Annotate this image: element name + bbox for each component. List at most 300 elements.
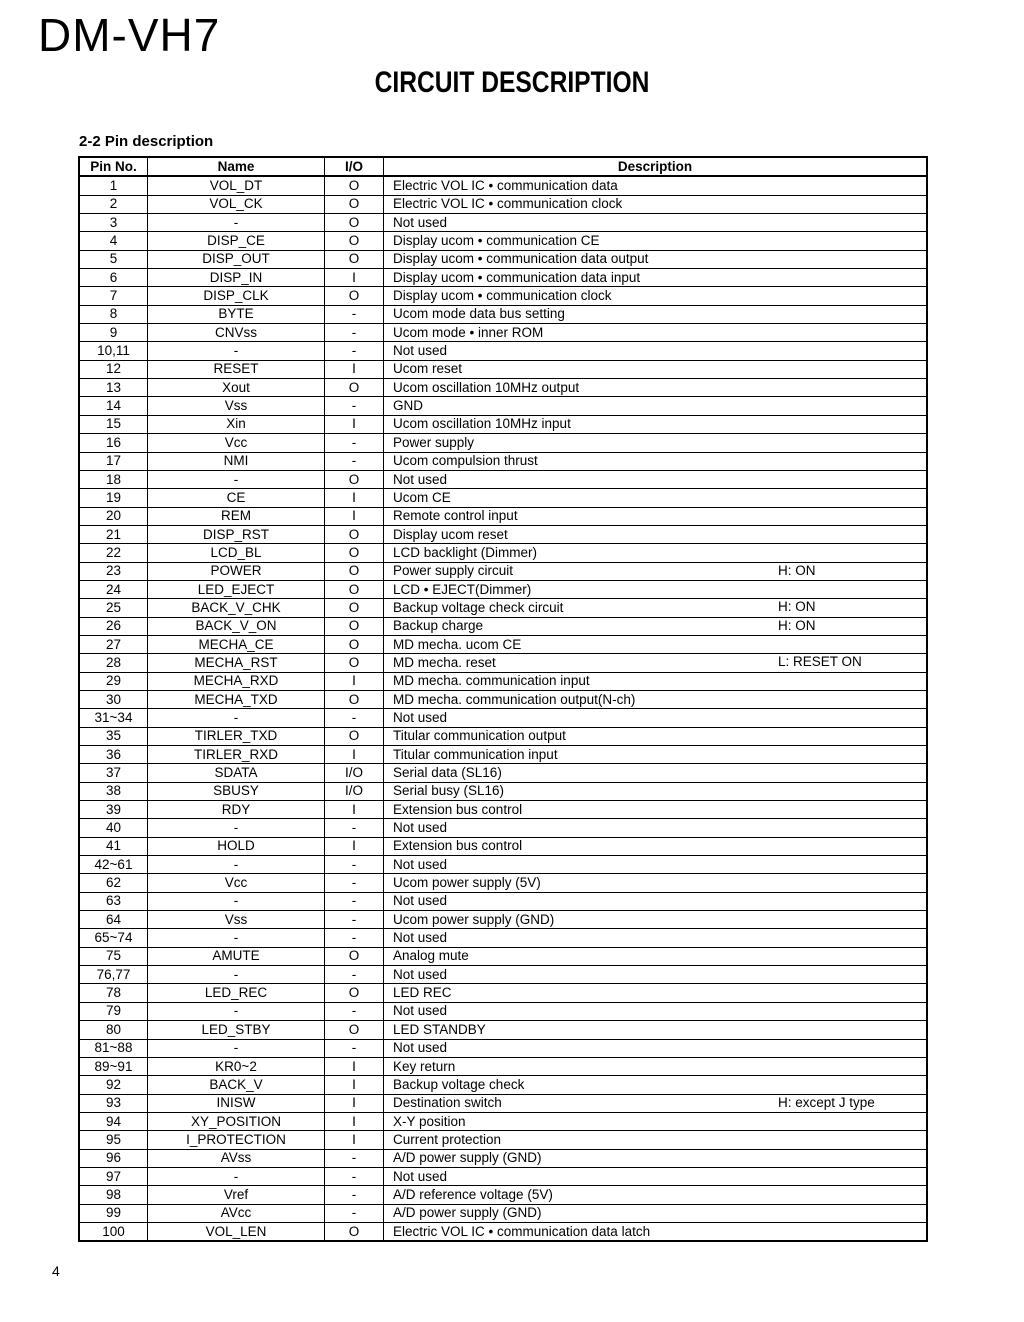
name-cell: BACK_V <box>148 1076 325 1094</box>
description-cell <box>384 856 928 874</box>
name-cell: DISP_CLK <box>148 287 325 305</box>
description-text: LCD • EJECT(Dimmer) <box>393 581 532 597</box>
pin-cell: 21 <box>79 525 148 543</box>
description-text: MD mecha. reset <box>393 654 496 670</box>
name-cell: - <box>148 1039 325 1057</box>
header-io: I/O <box>325 157 384 176</box>
io-cell: - <box>325 892 384 910</box>
io-cell: - <box>325 397 384 415</box>
pin-cell: 76,77 <box>79 966 148 984</box>
name-cell: SDATA <box>148 764 325 782</box>
description-text: Analog mute <box>393 948 469 964</box>
description-cell <box>384 617 928 635</box>
table-row <box>79 176 927 195</box>
table-row <box>79 324 927 342</box>
table-row <box>79 746 927 764</box>
name-cell: - <box>148 856 325 874</box>
pin-cell: 10,11 <box>79 342 148 360</box>
pin-cell: 40 <box>79 819 148 837</box>
description-cell <box>384 690 928 708</box>
name-cell: DISP_RST <box>148 525 325 543</box>
description-cell <box>384 360 928 378</box>
description-text: Ucom oscillation 10MHz output <box>393 379 580 395</box>
description-text: A/D power supply (GND) <box>393 1150 542 1166</box>
table-row <box>79 874 927 892</box>
description-text: Electric VOL IC • communication clock <box>393 196 623 212</box>
name-cell: BACK_V_ON <box>148 617 325 635</box>
description-text: LCD backlight (Dimmer) <box>393 544 538 560</box>
io-cell: - <box>325 819 384 837</box>
description-text: Serial data (SL16) <box>393 765 502 781</box>
description-cell <box>384 1112 928 1130</box>
description-text: Ucom power supply (5V) <box>393 875 541 891</box>
io-cell: I <box>325 801 384 819</box>
pin-cell: 100 <box>79 1222 148 1241</box>
header-pin-no: Pin No. <box>79 157 148 176</box>
pin-cell: 28 <box>79 654 148 672</box>
io-cell: O <box>325 379 384 397</box>
description-cell <box>384 342 928 360</box>
io-cell: I <box>325 1076 384 1094</box>
description-text: Ucom mode data bus setting <box>393 306 565 322</box>
table-row <box>79 379 927 397</box>
pin-cell: 6 <box>79 269 148 287</box>
description-cell <box>384 1149 928 1167</box>
pin-cell: 16 <box>79 434 148 452</box>
description-text: Extension bus control <box>393 801 523 817</box>
io-cell: O <box>325 232 384 250</box>
name-cell: - <box>148 342 325 360</box>
description-cell <box>384 562 928 580</box>
table-row <box>79 544 927 562</box>
description-cell <box>384 544 928 562</box>
description-cell <box>384 819 928 837</box>
description-cell <box>384 1131 928 1149</box>
pin-cell: 19 <box>79 489 148 507</box>
pin-cell: 9 <box>79 324 148 342</box>
io-cell: O <box>325 195 384 213</box>
table-row <box>79 966 927 984</box>
table-row <box>79 690 927 708</box>
pin-cell: 29 <box>79 672 148 690</box>
description-text: Electric VOL IC • communication data latch <box>393 1223 651 1239</box>
table-row <box>79 214 927 232</box>
io-cell: - <box>325 966 384 984</box>
description-text: Not used <box>393 343 448 359</box>
description-note: H: except J type <box>778 1094 875 1110</box>
table-row <box>79 617 927 635</box>
io-cell: - <box>325 856 384 874</box>
io-cell: - <box>325 929 384 947</box>
description-cell <box>384 305 928 323</box>
table-row <box>79 1222 927 1241</box>
io-cell: I <box>325 1057 384 1075</box>
name-cell: VOL_DT <box>148 176 325 195</box>
description-cell <box>384 984 928 1002</box>
description-cell <box>384 782 928 800</box>
pin-cell: 78 <box>79 984 148 1002</box>
page-title: CIRCUIT DESCRIPTION <box>374 66 650 99</box>
pin-description-table <box>78 156 928 1242</box>
description-cell <box>384 1186 928 1204</box>
description-text: Titular communication output <box>393 728 566 744</box>
io-cell: I <box>325 360 384 378</box>
description-text: Not used <box>393 966 448 982</box>
pin-cell: 63 <box>79 892 148 910</box>
table-row <box>79 782 927 800</box>
pin-cell: 97 <box>79 1167 148 1185</box>
description-cell <box>384 397 928 415</box>
description-cell <box>384 452 928 470</box>
io-cell: O <box>325 727 384 745</box>
table-row <box>79 892 927 910</box>
name-cell: LCD_BL <box>148 544 325 562</box>
io-cell: - <box>325 1186 384 1204</box>
io-cell: - <box>325 911 384 929</box>
name-cell: I_PROTECTION <box>148 1131 325 1149</box>
table-row <box>79 1094 927 1112</box>
description-cell <box>384 1002 928 1020</box>
description-cell <box>384 672 928 690</box>
name-cell: Vss <box>148 397 325 415</box>
pin-cell: 89~91 <box>79 1057 148 1075</box>
io-cell: O <box>325 580 384 598</box>
name-cell: TIRLER_TXD <box>148 727 325 745</box>
name-cell: BYTE <box>148 305 325 323</box>
pin-cell: 79 <box>79 1002 148 1020</box>
description-cell <box>384 746 928 764</box>
io-cell: - <box>325 1167 384 1185</box>
header-name: Name <box>148 157 325 176</box>
page-number: 4 <box>52 1263 60 1279</box>
pin-cell: 8 <box>79 305 148 323</box>
description-cell <box>384 1057 928 1075</box>
pin-cell: 42~61 <box>79 856 148 874</box>
name-cell: MECHA_RST <box>148 654 325 672</box>
description-text: Destination switch <box>393 1095 502 1111</box>
table-row <box>79 1021 927 1039</box>
io-cell: O <box>325 562 384 580</box>
name-cell: HOLD <box>148 837 325 855</box>
description-cell <box>384 764 928 782</box>
name-cell: BACK_V_CHK <box>148 599 325 617</box>
description-text: Not used <box>393 856 448 872</box>
table-row <box>79 525 927 543</box>
pin-cell: 3 <box>79 214 148 232</box>
io-cell: O <box>325 470 384 488</box>
description-cell <box>384 727 928 745</box>
description-text: Display ucom • communication data output <box>393 251 649 267</box>
description-text: Not used <box>393 471 448 487</box>
io-cell: I <box>325 489 384 507</box>
io-cell: I <box>325 269 384 287</box>
description-cell <box>384 415 928 433</box>
description-note: H: ON <box>778 562 816 578</box>
table-row <box>79 1131 927 1149</box>
description-cell <box>384 654 928 672</box>
pin-cell: 27 <box>79 635 148 653</box>
name-cell: LED_STBY <box>148 1021 325 1039</box>
pin-cell: 65~74 <box>79 929 148 947</box>
name-cell: POWER <box>148 562 325 580</box>
io-cell: I <box>325 837 384 855</box>
io-cell: - <box>325 709 384 727</box>
io-cell: O <box>325 544 384 562</box>
table-row <box>79 195 927 213</box>
description-text: Key return <box>393 1058 456 1074</box>
name-cell: CNVss <box>148 324 325 342</box>
io-cell: - <box>325 1204 384 1222</box>
table-row <box>79 1076 927 1094</box>
name-cell: Vcc <box>148 874 325 892</box>
io-cell: - <box>325 305 384 323</box>
name-cell: AVss <box>148 1149 325 1167</box>
table-row <box>79 342 927 360</box>
io-cell: - <box>325 434 384 452</box>
description-cell <box>384 489 928 507</box>
pin-cell: 62 <box>79 874 148 892</box>
description-cell <box>384 966 928 984</box>
pin-cell: 23 <box>79 562 148 580</box>
io-cell: I/O <box>325 764 384 782</box>
name-cell: - <box>148 892 325 910</box>
description-text: Titular communication input <box>393 746 558 762</box>
pin-cell: 41 <box>79 837 148 855</box>
io-cell: O <box>325 984 384 1002</box>
name-cell: DISP_CE <box>148 232 325 250</box>
description-note: H: ON <box>778 599 816 615</box>
pin-cell: 4 <box>79 232 148 250</box>
description-text: Backup voltage check circuit <box>393 599 564 615</box>
io-cell: I <box>325 746 384 764</box>
io-cell: I/O <box>325 782 384 800</box>
name-cell: Xin <box>148 415 325 433</box>
description-text: A/D reference voltage (5V) <box>393 1186 553 1202</box>
io-cell: - <box>325 324 384 342</box>
description-note: H: ON <box>778 617 816 633</box>
io-cell: O <box>325 599 384 617</box>
name-cell: Vcc <box>148 434 325 452</box>
description-cell <box>384 525 928 543</box>
description-cell <box>384 911 928 929</box>
pin-cell: 81~88 <box>79 1039 148 1057</box>
name-cell: TIRLER_RXD <box>148 746 325 764</box>
description-text: Ucom CE <box>393 489 451 505</box>
description-cell <box>384 947 928 965</box>
pin-cell: 92 <box>79 1076 148 1094</box>
description-text: Remote control input <box>393 508 518 524</box>
description-text: MD mecha. ucom CE <box>393 636 522 652</box>
pin-cell: 64 <box>79 911 148 929</box>
table-row <box>79 470 927 488</box>
name-cell: Vref <box>148 1186 325 1204</box>
description-cell <box>384 1204 928 1222</box>
pin-cell: 13 <box>79 379 148 397</box>
table-row <box>79 1002 927 1020</box>
pin-cell: 26 <box>79 617 148 635</box>
description-text: Ucom reset <box>393 361 463 377</box>
table-row <box>79 599 927 617</box>
description-text: Ucom mode • inner ROM <box>393 324 544 340</box>
pin-cell: 5 <box>79 250 148 268</box>
description-text: Current protection <box>393 1131 502 1147</box>
pin-cell: 93 <box>79 1094 148 1112</box>
io-cell: - <box>325 1149 384 1167</box>
pin-cell: 75 <box>79 947 148 965</box>
description-text: MD mecha. communication input <box>393 673 590 689</box>
description-text: Display ucom • communication data input <box>393 269 641 285</box>
table-row <box>79 819 927 837</box>
name-cell: SBUSY <box>148 782 325 800</box>
pin-cell: 31~34 <box>79 709 148 727</box>
name-cell: VOL_CK <box>148 195 325 213</box>
section-title: 2-2 Pin description <box>79 133 214 150</box>
description-cell <box>384 250 928 268</box>
table-row <box>79 305 927 323</box>
description-text: Not used <box>393 893 448 909</box>
table-row <box>79 489 927 507</box>
pin-cell: 30 <box>79 690 148 708</box>
description-text: LED REC <box>393 985 452 1001</box>
table-row <box>79 672 927 690</box>
description-cell <box>384 709 928 727</box>
description-cell <box>384 874 928 892</box>
io-cell: O <box>325 1021 384 1039</box>
table-row <box>79 360 927 378</box>
io-cell: - <box>325 452 384 470</box>
name-cell: AMUTE <box>148 947 325 965</box>
table-row <box>79 856 927 874</box>
name-cell: Xout <box>148 379 325 397</box>
table-row <box>79 801 927 819</box>
pin-cell: 15 <box>79 415 148 433</box>
pin-cell: 20 <box>79 507 148 525</box>
table-header-row <box>79 157 927 176</box>
description-cell <box>384 837 928 855</box>
pin-cell: 17 <box>79 452 148 470</box>
description-text: GND <box>393 398 423 414</box>
io-cell: - <box>325 342 384 360</box>
model-name: DM-VH7 <box>38 9 221 61</box>
io-cell: O <box>325 214 384 232</box>
table-row <box>79 250 927 268</box>
pin-cell: 38 <box>79 782 148 800</box>
name-cell: LED_EJECT <box>148 580 325 598</box>
pin-cell: 24 <box>79 580 148 598</box>
pin-cell: 96 <box>79 1149 148 1167</box>
description-text: Not used <box>393 1168 448 1184</box>
name-cell: MECHA_TXD <box>148 690 325 708</box>
table-row <box>79 635 927 653</box>
name-cell: RDY <box>148 801 325 819</box>
name-cell: INISW <box>148 1094 325 1112</box>
pin-cell: 95 <box>79 1131 148 1149</box>
table-row <box>79 764 927 782</box>
name-cell: MECHA_RXD <box>148 672 325 690</box>
name-cell: AVcc <box>148 1204 325 1222</box>
name-cell: RESET <box>148 360 325 378</box>
table-row <box>79 1149 927 1167</box>
description-text: Not used <box>393 930 448 946</box>
description-text: Backup charge <box>393 618 484 634</box>
pin-cell: 94 <box>79 1112 148 1130</box>
io-cell: O <box>325 635 384 653</box>
description-cell <box>384 434 928 452</box>
io-cell: O <box>325 176 384 195</box>
name-cell: KR0~2 <box>148 1057 325 1075</box>
io-cell: O <box>325 287 384 305</box>
description-text: Extension bus control <box>393 838 523 854</box>
pin-cell: 7 <box>79 287 148 305</box>
pin-cell: 12 <box>79 360 148 378</box>
description-text: Display ucom reset <box>393 526 508 542</box>
io-cell: O <box>325 1222 384 1241</box>
table-row <box>79 452 927 470</box>
name-cell: Vss <box>148 911 325 929</box>
table-row <box>79 837 927 855</box>
description-cell <box>384 507 928 525</box>
name-cell: - <box>148 214 325 232</box>
description-cell <box>384 1021 928 1039</box>
name-cell: - <box>148 709 325 727</box>
description-cell <box>384 1039 928 1057</box>
name-cell: XY_POSITION <box>148 1112 325 1130</box>
name-cell: - <box>148 819 325 837</box>
description-text: Not used <box>393 820 448 836</box>
description-cell <box>384 470 928 488</box>
pin-cell: 2 <box>79 195 148 213</box>
description-cell <box>384 599 928 617</box>
table-row <box>79 727 927 745</box>
table-row <box>79 232 927 250</box>
pin-cell: 36 <box>79 746 148 764</box>
description-text: Display ucom • communication clock <box>393 288 612 304</box>
io-cell: I <box>325 672 384 690</box>
pin-cell: 37 <box>79 764 148 782</box>
table-row <box>79 1057 927 1075</box>
description-text: Ucom compulsion thrust <box>393 453 538 469</box>
table-row <box>79 580 927 598</box>
io-cell: I <box>325 1094 384 1112</box>
description-text: Not used <box>393 1040 448 1056</box>
pin-cell: 99 <box>79 1204 148 1222</box>
description-text: Power supply circuit <box>393 563 514 579</box>
description-cell <box>384 379 928 397</box>
description-cell <box>384 892 928 910</box>
io-cell: O <box>325 617 384 635</box>
description-text: Serial busy (SL16) <box>393 783 505 799</box>
description-text: MD mecha. communication output(N-ch) <box>393 691 636 707</box>
table-row <box>79 269 927 287</box>
description-text: Not used <box>393 214 448 230</box>
table-row <box>79 1204 927 1222</box>
io-cell: I <box>325 1112 384 1130</box>
description-cell <box>384 232 928 250</box>
pin-cell: 1 <box>79 176 148 195</box>
pin-cell: 22 <box>79 544 148 562</box>
description-text: Display ucom • communication CE <box>393 233 600 249</box>
table-row <box>79 709 927 727</box>
description-cell <box>384 176 928 195</box>
description-text: Not used <box>393 709 448 725</box>
pin-cell: 35 <box>79 727 148 745</box>
description-cell <box>384 801 928 819</box>
io-cell: O <box>325 690 384 708</box>
description-text: LED STANDBY <box>393 1021 486 1037</box>
name-cell: DISP_IN <box>148 269 325 287</box>
table-row <box>79 397 927 415</box>
name-cell: VOL_LEN <box>148 1222 325 1241</box>
